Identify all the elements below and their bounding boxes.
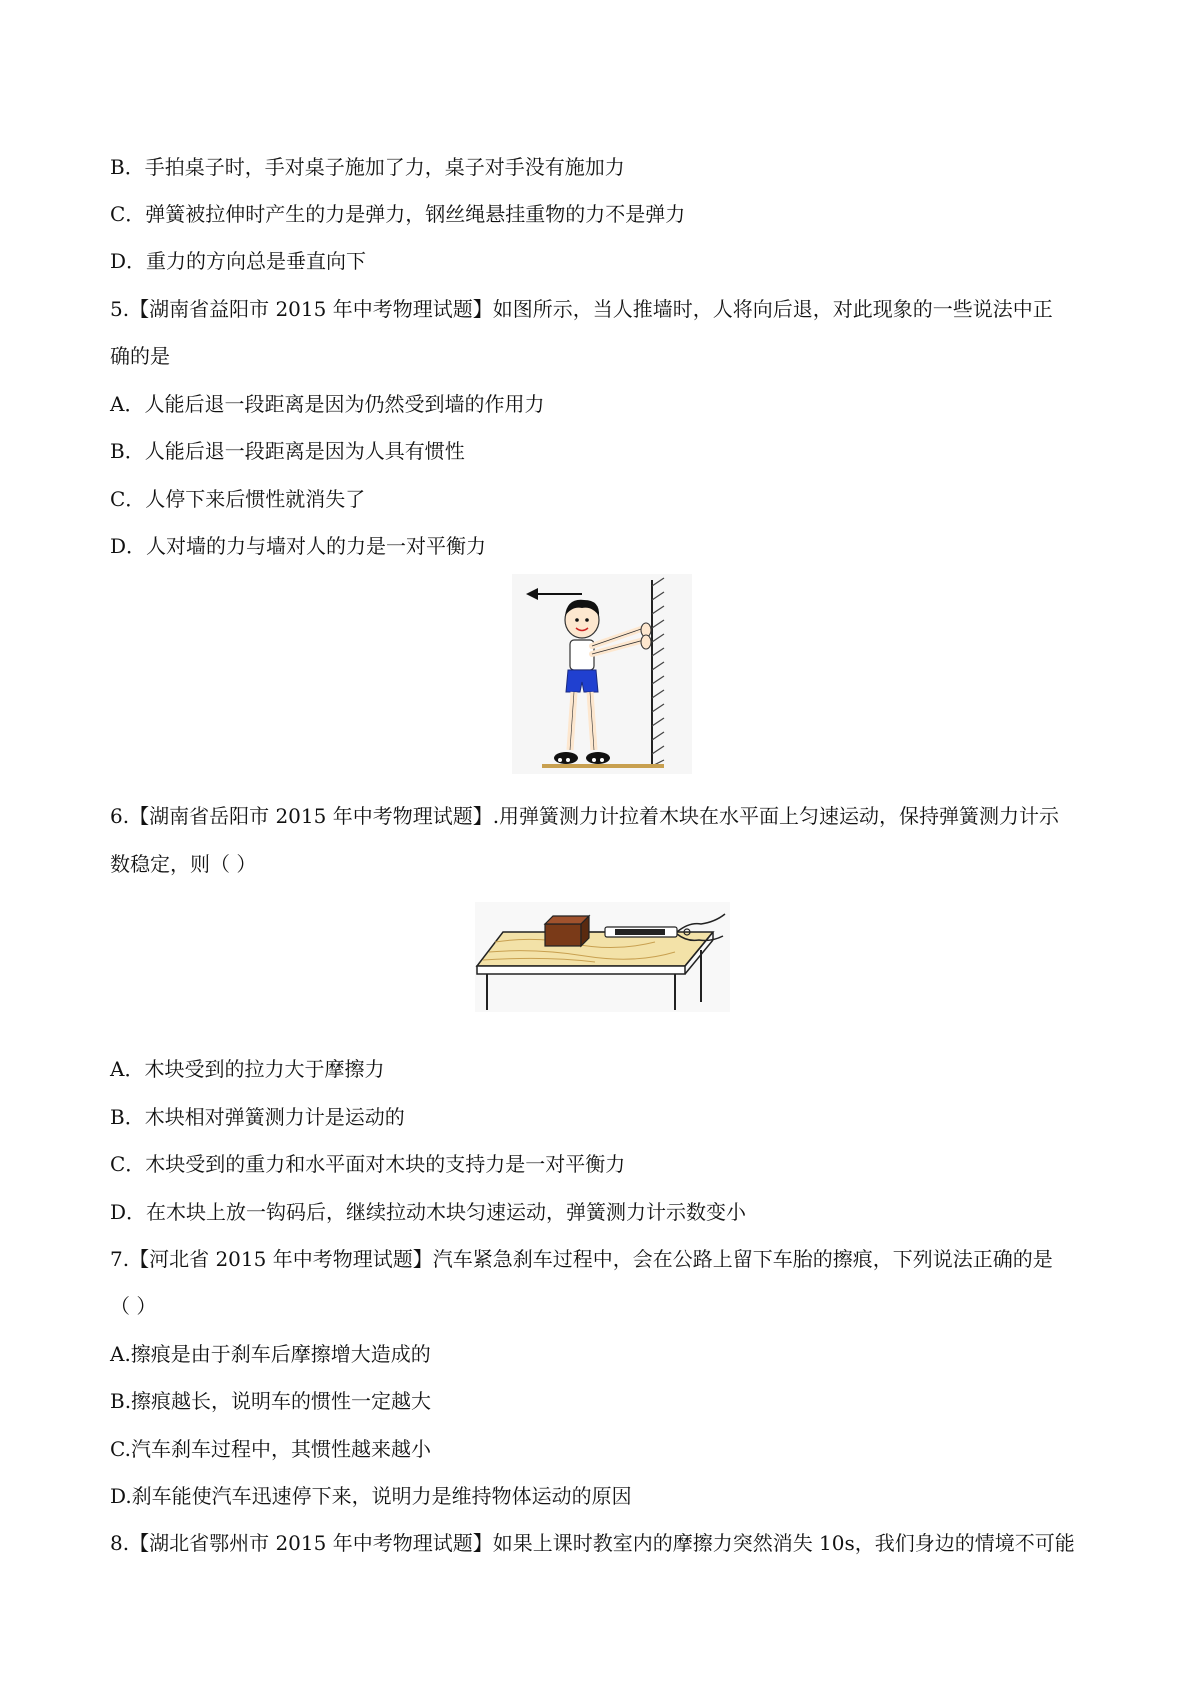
q6-option-c: C．木块受到的重力和水平面对木块的支持力是一对平衡力 bbox=[110, 1152, 626, 1176]
q6-option-b: B．木块相对弹簧测力计是运动的 bbox=[110, 1105, 405, 1129]
q6-stem-line1: 6.【湖南省岳阳市 2015 年中考物理试题】.用弹簧测力计拉着木块在水平面上匀速运动，保持弹簧测力计示 bbox=[110, 804, 1060, 828]
q5-stem-line2: 确的是 bbox=[110, 344, 170, 368]
spring-scale-block-table-figure bbox=[475, 902, 730, 1012]
q7-stem-line2: （ ） bbox=[110, 1294, 157, 1318]
q8-stem-line1: 8.【湖北省鄂州市 2015 年中考物理试题】如果上课时教室内的摩擦力突然消失 10s，我们身边的情境不可能 bbox=[110, 1531, 1075, 1555]
person-pushing-wall-figure bbox=[512, 574, 692, 774]
q7-option-c: C.汽车刹车过程中，其惯性越来越小 bbox=[110, 1437, 431, 1461]
q7-stem-line1: 7.【河北省 2015 年中考物理试题】汽车紧急刹车过程中，会在公路上留下车胎的擦痕，下列说法正确的是 bbox=[110, 1247, 1053, 1271]
q4-option-d: D．重力的方向总是垂直向下 bbox=[110, 249, 367, 273]
q4-option-b: B．手拍桌子时，手对桌子施加了力，桌子对手没有施加力 bbox=[110, 155, 625, 179]
q5-option-a: A．人能后退一段距离是因为仍然受到墙的作用力 bbox=[110, 392, 545, 416]
q6-stem-line2: 数稳定，则（ ） bbox=[110, 852, 257, 876]
q6-option-d: D．在木块上放一钩码后，继续拉动木块匀速运动，弹簧测力计示数变小 bbox=[110, 1200, 747, 1224]
q7-option-d: D.刹车能使汽车迅速停下来，说明力是维持物体运动的原因 bbox=[110, 1484, 632, 1508]
q5-stem-line1: 5.【湖南省益阳市 2015 年中考物理试题】如图所示，当人推墙时，人将向后退，对此现象的一些说法中正 bbox=[110, 297, 1053, 321]
q5-option-d: D．人对墙的力与墙对人的力是一对平衡力 bbox=[110, 534, 487, 558]
q7-option-a: A.擦痕是由于刹车后摩擦增大造成的 bbox=[110, 1342, 431, 1366]
q5-option-c: C．人停下来后惯性就消失了 bbox=[110, 487, 366, 511]
q6-option-a: A．木块受到的拉力大于摩擦力 bbox=[110, 1057, 385, 1081]
q4-option-c: C．弹簧被拉伸时产生的力是弹力，钢丝绳悬挂重物的力不是弹力 bbox=[110, 202, 686, 226]
q5-option-b: B．人能后退一段距离是因为人具有惯性 bbox=[110, 439, 465, 463]
q7-option-b: B.擦痕越长，说明车的惯性一定越大 bbox=[110, 1389, 432, 1413]
